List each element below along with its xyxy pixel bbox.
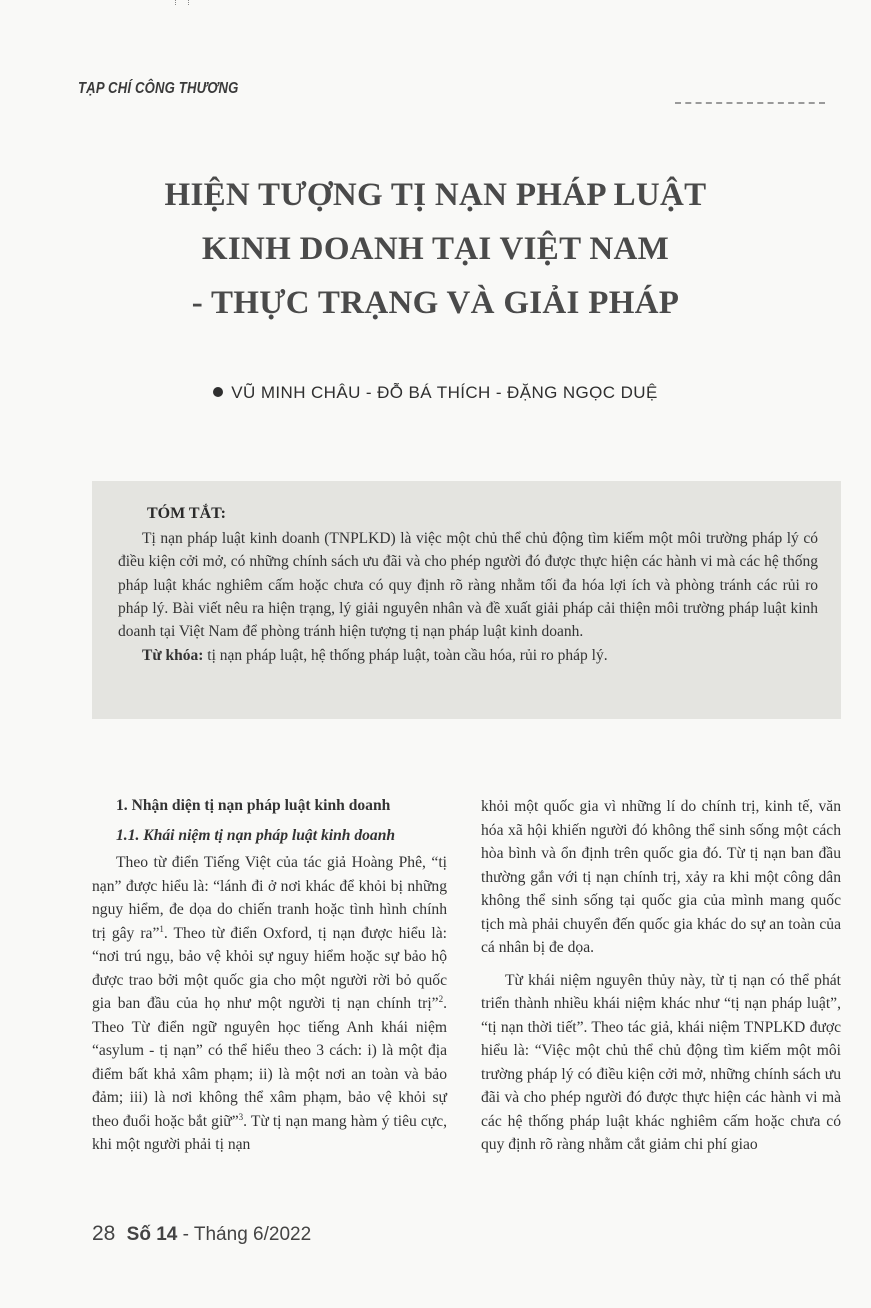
paragraph-text: . Theo Từ điển ngữ nguyên học tiếng Anh khái niệm “asylum - tị nạn” có thể hiểu theo 3 cách: i) là một địa điểm bất khả xâm phạm; ii) là một nơi an toàn và bảo đảm; iii) là nơi không thể xâm phạm, bảo vệ khỏi sự theo đuổi hoặc bắt giữ” (92, 995, 447, 1130)
abstract-body (118, 527, 818, 668)
paragraph-text: . Từ tị nạn mang hàm ý tiêu cực, khi một người phải tị nạn (92, 1112, 448, 1153)
journal-name: TẠP CHÍ CÔNG THƯƠNG (78, 80, 239, 97)
bullet-icon (213, 387, 223, 397)
footnote-ref: 1 (159, 923, 164, 934)
paragraph-text: Theo từ điển Tiếng Việt của tác giả Hoàng Phê, “tị nạn” được hiểu là: “lánh đi ở nơi khác để khỏi bị những nguy hiểm, đe dọa do chiến tranh hoặc tình hình chính trị gây ra” (92, 854, 447, 942)
title-line-1: HIỆN TƯỢNG TỊ NẠN PHÁP LUẬT (164, 177, 707, 213)
header-rule (675, 102, 825, 104)
paragraph-text: . Theo từ điển Oxford, tị nạn được hiểu là: “nơi trú ngụ, bảo vệ khỏi sự nguy hiểm hoặc sự bảo hộ được trao bởi một quốc gia cho một người rời bỏ quốc gia ban đầu của họ như một người tị nạn chính trị” (92, 924, 447, 1012)
paragraph (92, 851, 447, 1157)
article-title (60, 168, 811, 330)
keywords-label: Từ khóa: (142, 647, 204, 665)
title-line-2: KINH DOANH TẠI VIỆT NAM (201, 231, 670, 267)
footnote-ref: 2 (438, 993, 444, 1004)
keywords (118, 644, 818, 667)
page-number: 28 (92, 1222, 116, 1245)
right-column (481, 795, 841, 1157)
subsection-heading: 1.1. Khái niệm tị nạn pháp luật kinh doanh (116, 826, 396, 844)
author-line (0, 383, 871, 403)
page-footer (92, 1222, 311, 1246)
section-heading: 1. Nhận diện tị nạn pháp luật kinh doanh (116, 797, 391, 814)
abstract-text: Tị nạn pháp luật kinh doanh (TNPLKD) là việc một chủ thể chủ động tìm kiếm một môi trường pháp lý có điều kiện cởi mở, có những chính sách ưu đãi và cho phép người đó được thực hiện các hành vi mà các hệ thống pháp luật khác nghiêm cấm hoặc chưa có quy định rõ ràng nhằm tối đa hóa lợi ích và phòng tránh các rủi ro pháp lý. Bài viết nêu ra hiện trạng, lý giải nguyên nhân và đề xuất giải pháp cải thiện môi trường pháp luật kinh doanh tại Việt Nam để phòng tránh hiện tượng tị nạn pháp luật kinh doanh. (118, 530, 818, 641)
left-column (92, 794, 447, 1157)
abstract-heading: TÓM TẮT: (147, 505, 226, 522)
issue-date: - Tháng 6/2022 (177, 1224, 312, 1245)
paragraph: Từ khái niệm nguyên thủy này, từ tị nạn có thể phát triển thành nhiều khái niệm khác như “tị nạn pháp luật”, “tị nạn thời tiết”. Theo tác giả, khái niệm TNPLKD được hiểu là: “Việc một chủ thể chủ động tìm kiếm một môi trường pháp lý có điều kiện cởi mở, những chính sách ưu đãi và cho phép người đó được thực hiện các hành vi mà các hệ thống pháp luật khác nghiêm cấm hoặc chưa có quy định rõ ràng nhằm cắt giảm chi phí giao (481, 971, 841, 1153)
crop-mark (175, 0, 189, 5)
keywords-text: tị nạn pháp luật, hệ thống pháp luật, toàn cầu hóa, rủi ro pháp lý. (203, 647, 608, 665)
issue-number: Số 14 (126, 1224, 178, 1245)
title-line-3: - THỰC TRẠNG VÀ GIẢI PHÁP (191, 285, 680, 321)
footnote-ref: 3 (238, 1111, 244, 1122)
authors: VŨ MINH CHÂU - ĐỖ BÁ THÍCH - ĐẶNG NGỌC DUỆ (231, 383, 658, 402)
paragraph: khỏi một quốc gia vì những lí do chính trị, kinh tế, văn hóa xã hội khiến người đó không thể sinh sống một cách hòa bình và ổn định trên quốc gia đó. Từ tị nạn ban đầu thường gắn với tị nạn chính trị, xảy ra khi một công dân không thể sinh sống tại quốc gia của mình mang quốc tịch mà phải chuyển đến quốc gia khác do sự an toàn của cá nhân bị đe dọa. (481, 798, 841, 956)
